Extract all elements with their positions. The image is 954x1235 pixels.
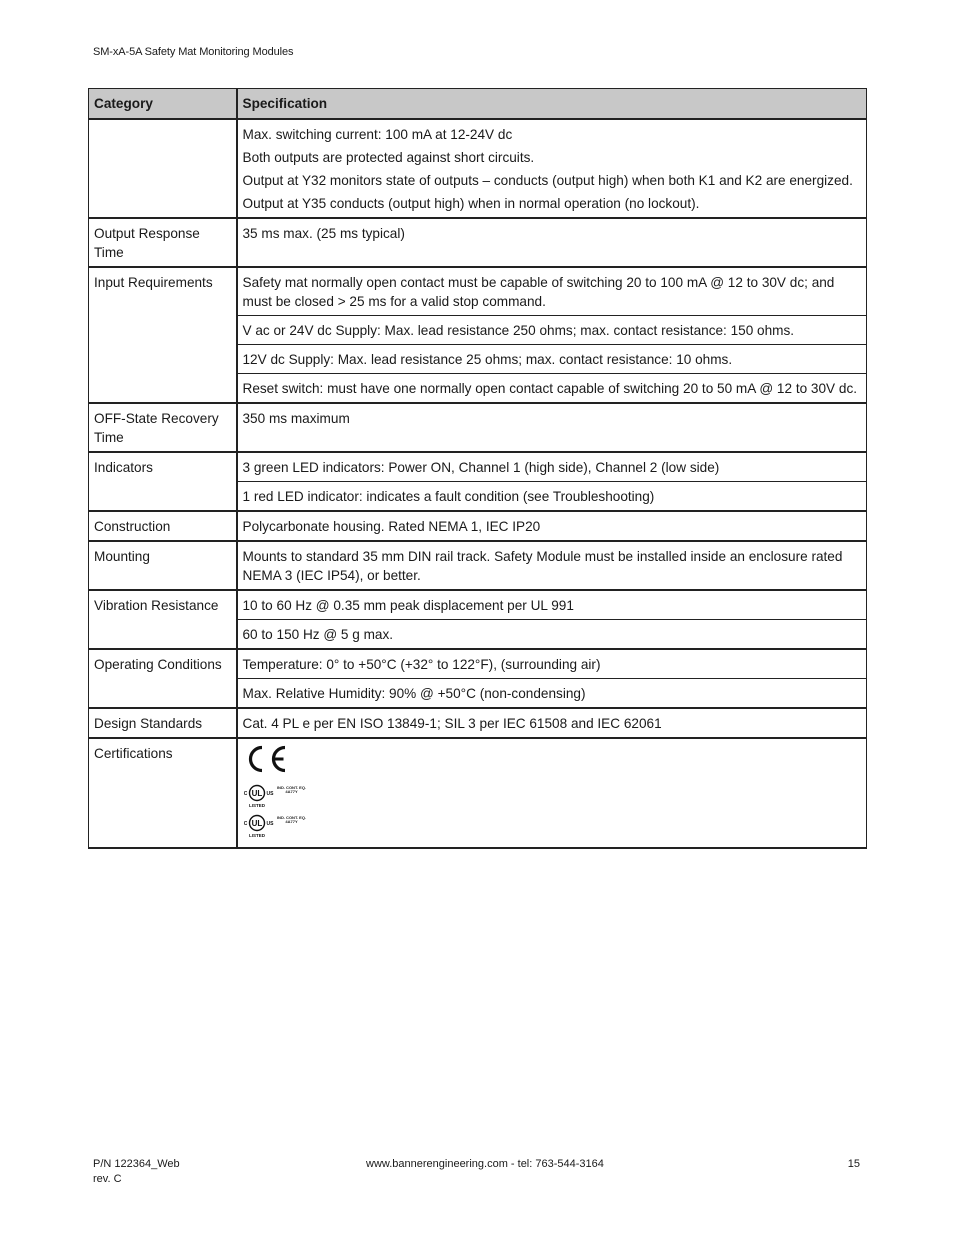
ul-listing-note: IND. CONT. EQ. 4A77Y xyxy=(276,814,307,824)
ul-listed-mark xyxy=(243,813,862,843)
ul-listed-mark-icon xyxy=(243,783,275,809)
spec-cell: Temperature: 0° to +50°C (+32° to 122°F), (surrounding air) xyxy=(237,649,867,679)
category-cell: Operating Conditions xyxy=(89,649,237,708)
table-header-row xyxy=(89,89,867,119)
category-cell: Construction xyxy=(89,511,237,541)
spec-cell: V ac or 24V dc Supply: Max. lead resistance 250 ohms; max. contact resistance: 150 ohms. xyxy=(237,315,867,344)
spec-cell: Polycarbonate housing. Rated NEMA 1, IEC IP20 xyxy=(237,511,867,541)
table-row xyxy=(89,511,867,541)
table-row xyxy=(89,267,867,316)
category-cell xyxy=(89,119,237,218)
spec-cell: 350 ms maximum xyxy=(237,403,867,452)
part-number: P/N 122364_Web xyxy=(93,1158,180,1170)
ul-listed-text: LISTED xyxy=(248,832,265,838)
ul-c-letter: C xyxy=(243,820,247,827)
ul-letters: UL xyxy=(251,788,262,798)
table-row xyxy=(89,590,867,620)
category-cell: Design Standards xyxy=(89,708,237,738)
spec-cell: Safety mat normally open contact must be capable of switching 20 to 100 mA @ 12 to 30V dc; and must be closed > 25 ms for a valid stop command. xyxy=(237,267,867,316)
category-cell: Mounting xyxy=(89,541,237,590)
footer-part-info xyxy=(93,1157,180,1187)
category-cell: Input Requirements xyxy=(89,267,237,403)
spec-line: Max. switching current: 100 mA at 12-24V dc xyxy=(242,126,513,142)
ul-listed-mark xyxy=(243,783,862,813)
table-row xyxy=(89,119,867,218)
spec-cell xyxy=(237,119,867,218)
ul-us-letters: US xyxy=(266,790,273,797)
category-cell: Certifications xyxy=(89,738,237,848)
ul-listing-note: IND. CONT. EQ. 4A77Y xyxy=(276,784,307,794)
spec-line: Output at Y32 monitors state of outputs – conducts (output high) when both K1 and K2 are energized. xyxy=(242,172,853,188)
revision: rev. C xyxy=(93,1173,122,1185)
spec-cell: 3 green LED indicators: Power ON, Channel 1 (high side), Channel 2 (low side) xyxy=(237,452,867,482)
column-header-specification: Specification xyxy=(237,89,867,119)
table-row xyxy=(89,403,867,452)
category-cell: Output Response Time xyxy=(89,218,237,267)
ce-mark-icon xyxy=(243,744,862,779)
category-cell: Indicators xyxy=(89,452,237,511)
specifications-table xyxy=(88,88,867,849)
table-row xyxy=(89,708,867,738)
spec-cell: 35 ms max. (25 ms typical) xyxy=(237,218,867,267)
ul-c-letter: C xyxy=(243,790,247,797)
spec-cell: Mounts to standard 35 mm DIN rail track. Safety Module must be installed inside an enclosure rated NEMA 3 (IEC IP54), or better. xyxy=(237,541,867,590)
spec-cell: Cat. 4 PL e per EN ISO 13849-1; SIL 3 per IEC 61508 and IEC 62061 xyxy=(237,708,867,738)
spec-cell: 12V dc Supply: Max. lead resistance 25 ohms; max. contact resistance: 10 ohms. xyxy=(237,344,867,373)
table-row xyxy=(89,649,867,679)
spec-line: Output at Y35 conducts (output high) when in normal operation (no lockout). xyxy=(242,195,700,211)
footer-contact: www.bannerengineering.com - tel: 763-544-3164 xyxy=(366,1158,604,1170)
spec-cell: 10 to 60 Hz @ 0.35 mm peak displacement per UL 991 xyxy=(237,590,867,620)
column-header-category: Category xyxy=(89,89,237,119)
ul-listed-text: LISTED xyxy=(248,802,265,808)
running-header: SM-xA-5A Safety Mat Monitoring Modules xyxy=(93,46,294,58)
ul-listed-mark-icon xyxy=(243,813,275,839)
spec-cell: Reset switch: must have one normally open contact capable of switching 20 to 50 mA @ 12 to 30V dc. xyxy=(237,373,867,403)
category-cell: OFF-State Recovery Time xyxy=(89,403,237,452)
table-row xyxy=(89,541,867,590)
spec-cell: Max. Relative Humidity: 90% @ +50°C (non-condensing) xyxy=(237,678,867,708)
certifications-cell xyxy=(237,738,867,848)
spec-line: Both outputs are protected against short circuits. xyxy=(242,149,535,165)
spec-cell: 60 to 150 Hz @ 5 g max. xyxy=(237,619,867,649)
table-row xyxy=(89,452,867,482)
table-row xyxy=(89,218,867,267)
ul-letters: UL xyxy=(251,818,262,828)
table-row xyxy=(89,738,867,848)
spec-cell: 1 red LED indicator: indicates a fault condition (see Troubleshooting) xyxy=(237,481,867,511)
page-number: 15 xyxy=(847,1158,860,1170)
ul-us-letters: US xyxy=(266,820,273,827)
category-cell: Vibration Resistance xyxy=(89,590,237,649)
